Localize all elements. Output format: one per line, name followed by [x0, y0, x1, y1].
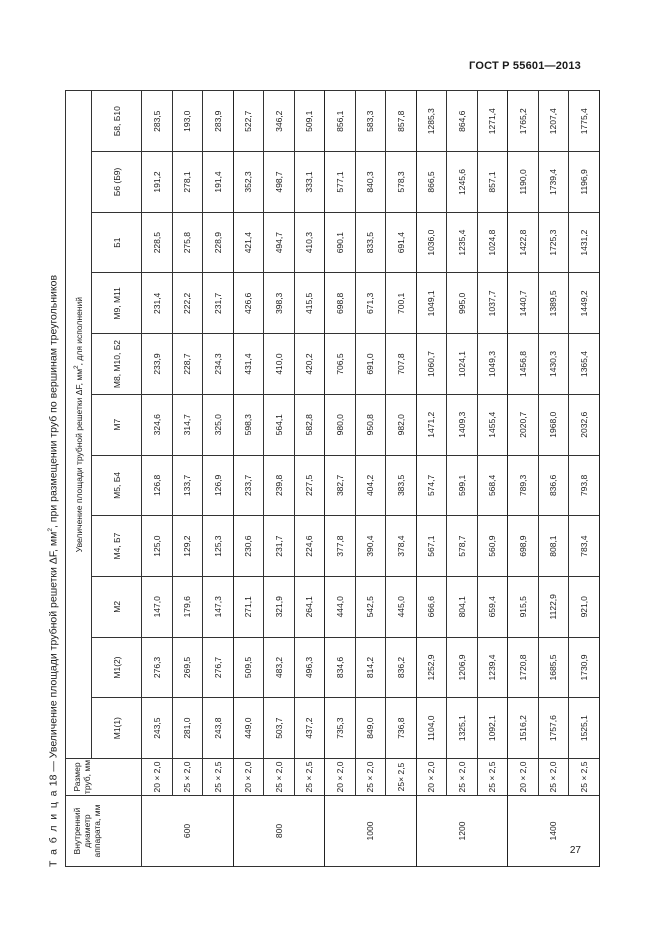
cell-area-value: 437,2 [294, 698, 325, 759]
header-version: Б6 (Б9) [92, 152, 142, 213]
table-row [569, 91, 600, 867]
cell-area-value: 598,3 [233, 394, 264, 455]
cell-area-value: 1206,9 [447, 637, 478, 698]
cell-area-value: 321,9 [264, 576, 295, 637]
cell-tube-size: 25 × 2,0 [264, 759, 295, 796]
cell-area-value: 583,3 [355, 91, 386, 152]
cell-tube-size: 20 × 2,0 [142, 759, 173, 796]
cell-area-value: 179,6 [172, 576, 203, 637]
cell-area-value: 2032,6 [569, 394, 600, 455]
cell-area-value: 449,0 [233, 698, 264, 759]
cell-area-value: 410,3 [294, 212, 325, 273]
cell-tube-size: 25 × 2,0 [172, 759, 203, 796]
cell-area-value: 133,7 [172, 455, 203, 516]
cell-tube-size: 25× 2,5 [386, 759, 417, 796]
cell-area-value: 271,1 [233, 576, 264, 637]
cell-area-value: 278,1 [172, 152, 203, 213]
cell-area-value: 283,9 [203, 91, 234, 152]
cell-area-value: 582,8 [294, 394, 325, 455]
cell-area-value: 814,2 [355, 637, 386, 698]
cell-area-value: 230,6 [233, 516, 264, 577]
cell-area-value: 1449,2 [569, 273, 600, 334]
cell-area-value: 333,1 [294, 152, 325, 213]
cell-area-value: 1235,4 [447, 212, 478, 273]
cell-area-value: 1389,5 [538, 273, 569, 334]
cell-area-value: 483,2 [264, 637, 295, 698]
cell-area-value: 191,4 [203, 152, 234, 213]
cell-area-value: 377,8 [325, 516, 356, 577]
cell-area-value: 542,5 [355, 576, 386, 637]
cell-area-value: 1757,6 [538, 698, 569, 759]
header-area-increase-text-1: Увеличение площади трубной решетки ΔF, мм [73, 368, 84, 553]
table-row [233, 91, 264, 867]
cell-area-value: 1739,4 [538, 152, 569, 213]
cell-area-value: 1060,7 [416, 334, 447, 395]
cell-area-value: 700,1 [386, 273, 417, 334]
cell-area-value: 1409,3 [447, 394, 478, 455]
cell-area-value: 1775,4 [569, 91, 600, 152]
version-header-row [92, 91, 142, 867]
cell-area-value: 126,8 [142, 455, 173, 516]
cell-area-value: 276,7 [203, 637, 234, 698]
cell-area-value: 567,1 [416, 516, 447, 577]
cell-area-value: 793,8 [569, 455, 600, 516]
cell-area-value: 228,9 [203, 212, 234, 273]
cell-area-value: 494,7 [264, 212, 295, 273]
cell-area-value: 1122,9 [538, 576, 569, 637]
table-row [172, 91, 203, 867]
header-area-increase-group [66, 91, 92, 759]
cell-area-value: 921,0 [569, 576, 600, 637]
table-caption-label: Т а б л и ц а [47, 789, 60, 867]
document-standard-code: ГОСТ Р 55601—2013 [469, 60, 581, 72]
cell-area-value: 857,8 [386, 91, 417, 152]
header-version: М7 [92, 394, 142, 455]
header-version: Б1 [92, 212, 142, 273]
cell-area-value: 231,4 [142, 273, 173, 334]
cell-inner-diameter: 1400 [508, 796, 600, 867]
cell-tube-size: 25 × 2,5 [569, 759, 600, 796]
cell-area-value: 243,8 [203, 698, 234, 759]
cell-area-value: 1104,0 [416, 698, 447, 759]
cell-area-value: 1516,2 [508, 698, 539, 759]
cell-area-value: 1239,4 [477, 637, 508, 698]
cell-area-value: 560,9 [477, 516, 508, 577]
cell-area-value: 496,3 [294, 637, 325, 698]
table-row [203, 91, 234, 867]
cell-area-value: 982,0 [386, 394, 417, 455]
cell-area-value: 736,8 [386, 698, 417, 759]
cell-area-value: 659,4 [477, 576, 508, 637]
cell-area-value: 509,5 [233, 637, 264, 698]
cell-tube-size: 20 × 2,0 [416, 759, 447, 796]
cell-area-value: 1271,4 [477, 91, 508, 152]
header-version: М9, М11 [92, 273, 142, 334]
cell-tube-size: 20 × 2,0 [508, 759, 539, 796]
cell-tube-size: 20 × 2,0 [233, 759, 264, 796]
cell-area-value: 352,3 [233, 152, 264, 213]
cell-area-value: 1968,0 [538, 394, 569, 455]
cell-area-value: 444,0 [325, 576, 356, 637]
cell-area-value: 864,6 [447, 91, 478, 152]
cell-area-value: 431,4 [233, 334, 264, 395]
cell-area-value: 275,8 [172, 212, 203, 273]
cell-area-value: 1471,2 [416, 394, 447, 455]
cell-area-value: 522,7 [233, 91, 264, 152]
cell-area-value: 383,5 [386, 455, 417, 516]
cell-area-value: 840,3 [355, 152, 386, 213]
table-caption-text-2: , при размещении труб по вершинам треугольников [47, 274, 60, 529]
cell-area-value: 1024,1 [447, 334, 478, 395]
cell-area-value: 233,9 [142, 334, 173, 395]
cell-area-value: 574,7 [416, 455, 447, 516]
cell-area-value: 706,5 [325, 334, 356, 395]
cell-area-value: 346,2 [264, 91, 295, 152]
cell-area-value: 1430,3 [538, 334, 569, 395]
cell-area-value: 578,7 [447, 516, 478, 577]
tube-sheet-area-table [65, 90, 600, 867]
cell-area-value: 833,5 [355, 212, 386, 273]
table-caption-number: 18 [47, 774, 60, 787]
header-version: М1(2) [92, 637, 142, 698]
table-body [142, 91, 600, 867]
table-caption-text-1: — Увеличение площади трубной решетки ΔF, мм [47, 531, 60, 775]
cell-area-value: 224,6 [294, 516, 325, 577]
table-row [355, 91, 386, 867]
cell-area-value: 1685,5 [538, 637, 569, 698]
cell-tube-size: 25 × 2,0 [447, 759, 478, 796]
cell-area-value: 382,7 [325, 455, 356, 516]
cell-area-value: 1196,9 [569, 152, 600, 213]
cell-area-value: 147,3 [203, 576, 234, 637]
cell-area-value: 691,4 [386, 212, 417, 273]
header-version: М2 [92, 576, 142, 637]
cell-area-value: 421,4 [233, 212, 264, 273]
cell-area-value: 276,3 [142, 637, 173, 698]
cell-area-value: 1190,0 [508, 152, 539, 213]
cell-area-value: 503,7 [264, 698, 295, 759]
rotated-table-container [40, 91, 589, 867]
cell-area-value: 857,1 [477, 152, 508, 213]
cell-area-value: 789,3 [508, 455, 539, 516]
cell-area-value: 239,8 [264, 455, 295, 516]
cell-area-value: 1422,8 [508, 212, 539, 273]
table-row [386, 91, 417, 867]
cell-area-value: 281,0 [172, 698, 203, 759]
cell-tube-size: 25 × 2,5 [477, 759, 508, 796]
cell-area-value: 671,3 [355, 273, 386, 334]
cell-area-value: 666,6 [416, 576, 447, 637]
cell-area-value: 995,0 [447, 273, 478, 334]
cell-area-value: 233,7 [233, 455, 264, 516]
cell-area-value: 228,5 [142, 212, 173, 273]
cell-area-value: 836,2 [386, 637, 417, 698]
cell-area-value: 1207,4 [538, 91, 569, 152]
cell-area-value: 426,6 [233, 273, 264, 334]
cell-area-value: 1730,9 [569, 637, 600, 698]
cell-tube-size: 25 × 2,0 [538, 759, 569, 796]
cell-area-value: 568,4 [477, 455, 508, 516]
cell-area-value: 834,6 [325, 637, 356, 698]
cell-area-value: 808,1 [538, 516, 569, 577]
cell-area-value: 125,3 [203, 516, 234, 577]
table-row [538, 91, 569, 867]
cell-area-value: 950,8 [355, 394, 386, 455]
cell-tube-size: 25 × 2,5 [294, 759, 325, 796]
header-version: М4, Б7 [92, 516, 142, 577]
cell-area-value: 1456,8 [508, 334, 539, 395]
cell-area-value: 498,7 [264, 152, 295, 213]
cell-area-value: 564,1 [264, 394, 295, 455]
cell-area-value: 1720,8 [508, 637, 539, 698]
cell-area-value: 234,3 [203, 334, 234, 395]
header-version: М8, М10, Б2 [92, 334, 142, 395]
cell-area-value: 783,4 [569, 516, 600, 577]
cell-area-value: 222,2 [172, 273, 203, 334]
cell-area-value: 398,3 [264, 273, 295, 334]
cell-area-value: 227,5 [294, 455, 325, 516]
cell-area-value: 1252,9 [416, 637, 447, 698]
cell-area-value: 577,1 [325, 152, 356, 213]
cell-area-value: 231,7 [264, 516, 295, 577]
cell-area-value: 980,0 [325, 394, 356, 455]
cell-area-value: 415,5 [294, 273, 325, 334]
header-version: Б8, Б10 [92, 91, 142, 152]
cell-area-value: 125,0 [142, 516, 173, 577]
cell-area-value: 228,7 [172, 334, 203, 395]
cell-area-value: 1365,4 [569, 334, 600, 395]
cell-area-value: 691,0 [355, 334, 386, 395]
table-row [508, 91, 539, 867]
header-area-increase-text-2: , для исполнений [73, 297, 84, 366]
cell-area-value: 866,5 [416, 152, 447, 213]
header-tube-size: Размер труб, мм [66, 759, 142, 796]
header-version: М1(1) [92, 698, 142, 759]
cell-area-value: 690,1 [325, 212, 356, 273]
cell-area-value: 856,1 [325, 91, 356, 152]
cell-area-value: 1725,3 [538, 212, 569, 273]
cell-area-value: 599,1 [447, 455, 478, 516]
cell-area-value: 191,2 [142, 152, 173, 213]
cell-area-value: 126,9 [203, 455, 234, 516]
cell-area-value: 410,0 [264, 334, 295, 395]
table-row [142, 91, 173, 867]
cell-inner-diameter: 1200 [416, 796, 508, 867]
cell-area-value: 314,7 [172, 394, 203, 455]
cell-area-value: 1037,7 [477, 273, 508, 334]
cell-area-value: 698,9 [508, 516, 539, 577]
cell-area-value: 2020,7 [508, 394, 539, 455]
cell-area-value: 1325,1 [447, 698, 478, 759]
cell-area-value: 1765,2 [508, 91, 539, 152]
cell-area-value: 836,6 [538, 455, 569, 516]
cell-tube-size: 20 × 2,0 [325, 759, 356, 796]
table-row [416, 91, 447, 867]
table-caption-superscript: 2 [47, 528, 54, 532]
table-row [477, 91, 508, 867]
page-number: 27 [569, 845, 581, 856]
cell-inner-diameter: 1000 [325, 796, 417, 867]
header-inner-diameter: Внутренний диаметр аппарата, мм [66, 796, 142, 867]
cell-area-value: 243,5 [142, 698, 173, 759]
cell-area-value: 129,2 [172, 516, 203, 577]
table-row [325, 91, 356, 867]
header-area-increase-superscript: 2 [73, 365, 81, 369]
cell-area-value: 231,7 [203, 273, 234, 334]
cell-area-value: 1431,2 [569, 212, 600, 273]
cell-area-value: 1036,0 [416, 212, 447, 273]
cell-area-value: 378,4 [386, 516, 417, 577]
cell-area-value: 578,3 [386, 152, 417, 213]
cell-area-value: 1440,7 [508, 273, 539, 334]
cell-area-value: 1024,8 [477, 212, 508, 273]
cell-tube-size: 25 × 2,5 [203, 759, 234, 796]
cell-area-value: 1285,3 [416, 91, 447, 152]
cell-area-value: 420,2 [294, 334, 325, 395]
table-row [294, 91, 325, 867]
cell-area-value: 269,5 [172, 637, 203, 698]
table-row [447, 91, 478, 867]
cell-area-value: 735,3 [325, 698, 356, 759]
cell-area-value: 325,0 [203, 394, 234, 455]
cell-area-value: 1049,3 [477, 334, 508, 395]
cell-area-value: 1092,1 [477, 698, 508, 759]
cell-area-value: 324,6 [142, 394, 173, 455]
cell-area-value: 698,8 [325, 273, 356, 334]
cell-area-value: 404,2 [355, 455, 386, 516]
cell-area-value: 804,1 [447, 576, 478, 637]
cell-area-value: 283,5 [142, 91, 173, 152]
cell-area-value: 1245,6 [447, 152, 478, 213]
cell-area-value: 1455,4 [477, 394, 508, 455]
cell-area-value: 147,0 [142, 576, 173, 637]
cell-tube-size: 25 × 2,0 [355, 759, 386, 796]
cell-area-value: 445,0 [386, 576, 417, 637]
cell-area-value: 193,0 [172, 91, 203, 152]
cell-area-value: 849,0 [355, 698, 386, 759]
cell-area-value: 509,1 [294, 91, 325, 152]
cell-area-value: 390,4 [355, 516, 386, 577]
table-caption [40, 91, 62, 867]
cell-area-value: 707,8 [386, 334, 417, 395]
cell-area-value: 1049,1 [416, 273, 447, 334]
cell-inner-diameter: 600 [142, 796, 234, 867]
cell-area-value: 264,1 [294, 576, 325, 637]
cell-area-value: 1525,1 [569, 698, 600, 759]
table-row [264, 91, 295, 867]
cell-area-value: 915,5 [508, 576, 539, 637]
cell-inner-diameter: 800 [233, 796, 325, 867]
header-version: М5, Б4 [92, 455, 142, 516]
